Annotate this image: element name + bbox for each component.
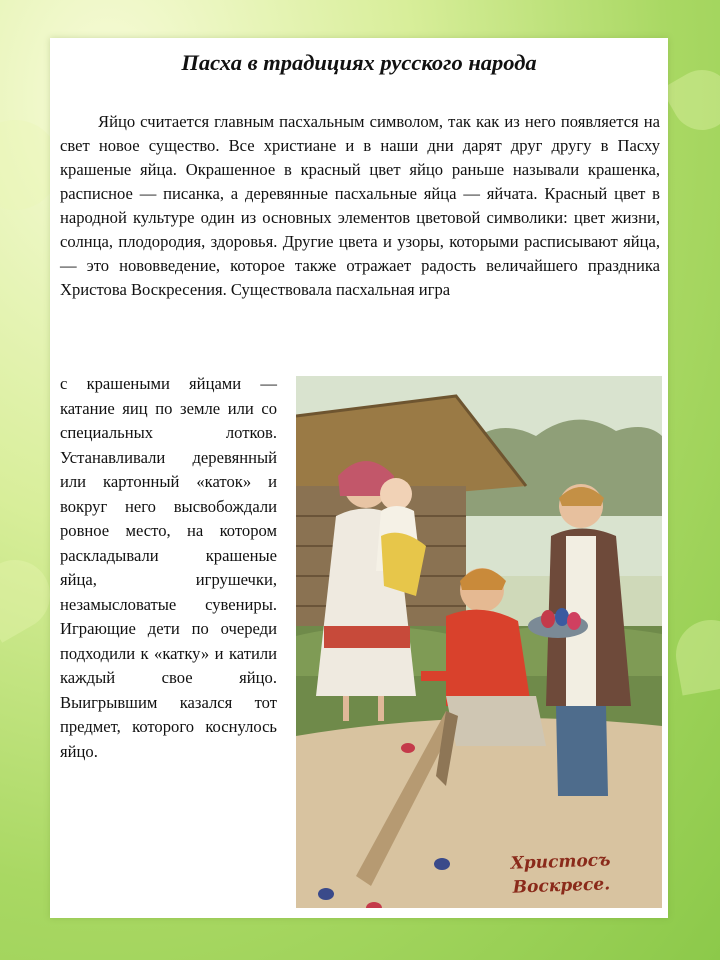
illustration-drawing — [296, 376, 662, 908]
page-title: Пасха в традициях русского народа — [181, 50, 537, 75]
illustration-caption — [475, 847, 647, 901]
caption-line-1: Христосъ — [510, 850, 611, 874]
continued-paragraph: с крашеными яйцами — катание яиц по земле или со специальных лотков. Устанавливали деревянный или картонный «каток» и вокруг него высвобождали ровное место, на котором раскладывали крашеные яйца, игрушечки, незамысловатые сувениры. Играющие дети по очереди подходили к «катку» и катили каждый свое яйцо. Выигрывшим казался тот предмет, которого коснулось яйцо. — [60, 374, 277, 761]
document-page — [50, 38, 668, 918]
background-leaf — [670, 614, 720, 695]
background-leaf — [661, 59, 720, 141]
caption-line-2: Воскресе. — [512, 874, 611, 898]
easter-illustration — [296, 376, 662, 908]
main-paragraph: Яйцо считается главным пасхальным символом, так как из него появляется на свет новое существо. Все христиане и в наши дни дарят друг другу в Пасху крашеные яйца. Окрашенное в красный цвет яйцо раньше называли крашенка, расписное — писанка, а деревянные пасхальные яйца — яйчата. Красный цвет в народной культуре один из основных элементов цветовой символики: цвет жизни, солнца, плодородия, здоровья. Другие цвета и узоры, которыми расписывают яйца, — это нововведение, которое также отражает радость величайшего праздника Христова Воскресения. Существовала пасхальная игра — [60, 112, 660, 299]
